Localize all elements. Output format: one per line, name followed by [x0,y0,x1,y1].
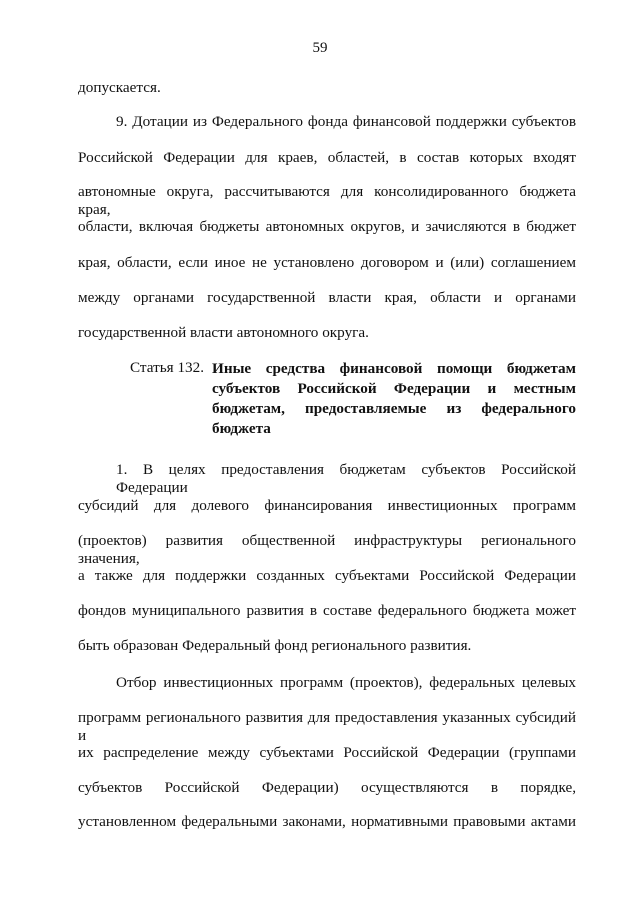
text-line: между органами государственной власти края, области и органами [78,289,576,306]
text-line: субъектов Российской Федерации) осуществляются в порядке, [78,779,576,796]
text-line: автономные округа, рассчитываются для консолидированного бюджета края, [78,183,576,218]
article-title-line: субъектов Российской Федерации и местным [212,380,576,397]
page-number: 59 [312,40,328,56]
text-line: установленном федеральными законами, нормативными правовыми актами [78,813,576,830]
article-title-line: бюджетам, предоставляемые из федерального [212,400,576,417]
text-line: 9. Дотации из Федерального фонда финансовой поддержки субъектов [116,113,576,130]
article-title-line: Иные средства финансовой помощи бюджетам [212,360,576,377]
text-line: допускается. [78,79,161,96]
text-line: субсидий для долевого финансирования инвестиционных программ [78,497,576,514]
article-title-line: бюджета [212,420,271,437]
text-line: государственной власти автономного округа. [78,324,369,341]
text-line: их распределение между субъектами Российской Федерации (группами [78,744,576,761]
text-line: программ регионального развития для предоставления указанных субсидий и [78,709,576,744]
text-line: Российской Федерации для краев, областей, в состав которых входят [78,149,576,166]
text-line: Отбор инвестиционных программ (проектов), федеральных целевых [116,674,576,691]
text-line: фондов муниципального развития в составе федерального бюджета может [78,602,576,619]
text-line: а также для поддержки созданных субъектами Российской Федерации [78,567,576,584]
article-title [212,359,576,439]
text-line: (проектов) развития общественной инфраструктуры регионального значения, [78,532,576,567]
text-line: края, области, если иное не установлено договором и (или) соглашением [78,254,576,271]
article-label: Статья 132. [130,359,205,376]
text-line: 1. В целях предоставления бюджетам субъектов Российской Федерации [116,461,576,496]
text-line: области, включая бюджеты автономных округов, и зачисляются в бюджет [78,218,576,235]
text-line: быть образован Федеральный фонд регионального развития. [78,637,472,654]
